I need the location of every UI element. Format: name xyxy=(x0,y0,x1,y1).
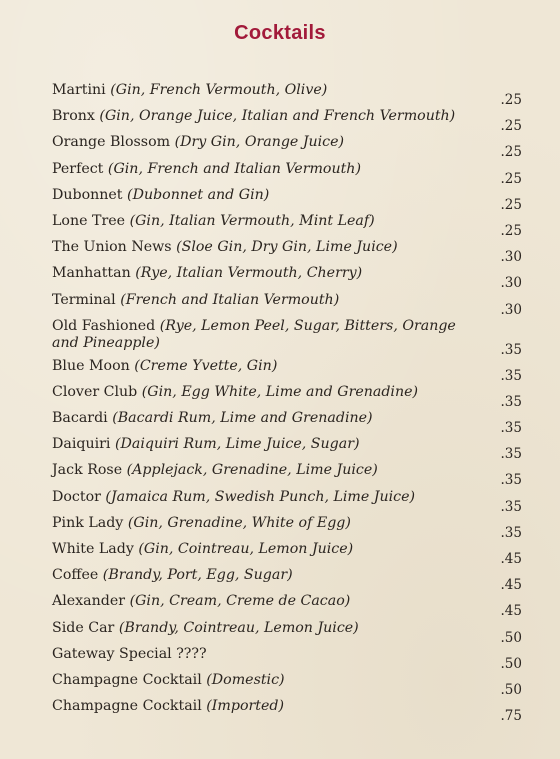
cocktail-name: Bacardi xyxy=(52,410,108,427)
cocktail-ingredients: (Bacardi Rum, Lime and Grenadine) xyxy=(112,410,373,427)
item-text xyxy=(52,161,472,178)
list-item xyxy=(52,265,522,291)
cocktail-name: Perfect xyxy=(52,160,104,177)
item-text xyxy=(52,567,472,584)
cocktail-name: The Union News xyxy=(52,239,172,256)
price: .25 xyxy=(500,144,522,161)
price: .35 xyxy=(500,524,522,541)
item-text xyxy=(52,489,472,506)
cocktail-name: White Lady xyxy=(52,541,134,557)
cocktail-name: Old Fashioned xyxy=(52,317,156,334)
list-item xyxy=(52,239,522,265)
price: .35 xyxy=(500,420,522,437)
price: .25 xyxy=(500,170,522,187)
item-text xyxy=(52,672,472,689)
price: .35 xyxy=(500,498,522,515)
cocktail-ingredients: (Gin, Egg White, Lime and Grenadine) xyxy=(141,383,419,400)
list-item xyxy=(52,672,522,698)
cocktail-ingredients: (Gin, French Vermouth, Olive) xyxy=(110,82,328,98)
cocktail-name: Gateway Special ???? xyxy=(52,645,207,662)
cocktail-ingredients: (Gin, Cream, Creme de Cacao) xyxy=(129,593,351,610)
list-item xyxy=(52,292,522,318)
price: .35 xyxy=(500,341,522,358)
cocktail-ingredients: (Daiquiri Rum, Lime Juice, Sugar) xyxy=(114,436,360,453)
cocktail-ingredients: (Applejack, Grenadine, Lime Juice) xyxy=(126,462,378,479)
list-item xyxy=(52,161,522,187)
cocktail-ingredients: (Brandy, Cointreau, Lemon Juice) xyxy=(118,619,359,636)
price: .25 xyxy=(500,118,522,135)
item-text xyxy=(52,384,472,401)
cocktail-name: Coffee xyxy=(52,567,99,584)
list-item xyxy=(52,108,522,134)
cocktail-ingredients: (Gin, French and Italian Vermouth) xyxy=(107,160,361,177)
list-item xyxy=(52,462,522,488)
cocktail-name: Pink Lady xyxy=(52,514,124,531)
cocktail-ingredients: (Jamaica Rum, Swedish Punch, Lime Juice) xyxy=(105,488,416,505)
price: .25 xyxy=(500,222,522,239)
page-title: Cocktails xyxy=(234,22,326,44)
item-text xyxy=(52,541,472,558)
price: .50 xyxy=(500,681,522,698)
item-text xyxy=(52,187,472,204)
list-item xyxy=(52,318,522,358)
item-text xyxy=(52,410,472,427)
list-item xyxy=(52,134,522,160)
item-text xyxy=(52,358,472,375)
cocktail-ingredients: (Brandy, Port, Egg, Sugar) xyxy=(102,567,293,584)
price: .45 xyxy=(500,603,522,620)
list-item xyxy=(52,567,522,593)
price: .45 xyxy=(500,551,522,567)
price: .35 xyxy=(500,393,522,410)
item-text xyxy=(52,646,472,663)
cocktail-name: Orange Blossom xyxy=(52,134,171,151)
price: .50 xyxy=(500,655,522,672)
cocktail-ingredients: (Sloe Gin, Dry Gin, Lime Juice) xyxy=(176,239,398,256)
price: .45 xyxy=(500,577,522,594)
price: .30 xyxy=(500,275,522,292)
item-text xyxy=(52,265,472,282)
price: .30 xyxy=(500,249,522,266)
price: .30 xyxy=(500,301,522,318)
cocktail-name: Terminal xyxy=(52,291,116,308)
item-text xyxy=(52,213,472,230)
cocktail-ingredients: (Gin, Orange Juice, Italian and French Vermouth) xyxy=(99,108,456,125)
cocktail-ingredients: (Creme Yvette, Gin) xyxy=(134,357,278,374)
item-text xyxy=(52,318,472,352)
cocktail-name: Clover Club xyxy=(52,383,138,400)
cocktail-name: Side Car xyxy=(52,619,115,636)
list-item xyxy=(52,620,522,646)
list-item xyxy=(52,436,522,462)
cocktail-name: Doctor xyxy=(52,488,101,505)
item-text xyxy=(52,515,472,532)
cocktail-name: Dubonnet xyxy=(52,186,123,203)
list-item xyxy=(52,384,522,410)
list-item xyxy=(52,698,522,724)
list-item xyxy=(52,541,522,567)
cocktail-name: Alexander xyxy=(52,593,126,610)
item-text xyxy=(52,108,472,125)
item-text xyxy=(52,134,472,151)
price: .25 xyxy=(500,92,522,108)
cocktail-ingredients: (Rye, Italian Vermouth, Cherry) xyxy=(135,265,363,282)
price: .35 xyxy=(500,446,522,463)
list-item xyxy=(52,410,522,436)
cocktail-ingredients: (Imported) xyxy=(206,698,284,715)
cocktail-ingredients: (Domestic) xyxy=(206,671,285,688)
cocktail-name: Daiquiri xyxy=(52,436,111,453)
cocktail-name: Champagne Cocktail xyxy=(52,698,202,715)
cocktail-ingredients: (Gin, Grenadine, White of Egg) xyxy=(127,514,351,531)
cocktail-ingredients: (Rye, Lemon Peel, Sugar, Bitters, Orange and Pineapple) xyxy=(52,317,456,351)
cocktail-ingredients: (Dry Gin, Orange Juice) xyxy=(174,134,345,151)
item-text xyxy=(52,620,472,637)
price: .35 xyxy=(500,472,522,489)
item-text xyxy=(52,593,472,610)
price: .75 xyxy=(500,708,522,725)
list-item xyxy=(52,82,522,108)
cocktail-name: Martini xyxy=(52,82,106,98)
cocktail-name: Lone Tree xyxy=(52,212,126,229)
item-text xyxy=(52,698,472,715)
item-text xyxy=(52,239,472,256)
cocktail-ingredients: (Gin, Italian Vermouth, Mint Leaf) xyxy=(129,212,375,229)
list-item xyxy=(52,213,522,239)
cocktail-name: Jack Rose xyxy=(52,462,123,479)
cocktail-ingredients: (Dubonnet and Gin) xyxy=(127,186,270,203)
list-item xyxy=(52,646,522,672)
item-text xyxy=(52,462,472,479)
cocktail-name: Champagne Cocktail xyxy=(52,671,202,688)
cocktail-list xyxy=(52,82,522,724)
price: .25 xyxy=(500,196,522,213)
list-item xyxy=(52,515,522,541)
item-text xyxy=(52,292,472,309)
cocktail-name: Manhattan xyxy=(52,265,131,282)
item-text xyxy=(52,82,472,99)
item-text xyxy=(52,436,472,453)
cocktail-name: Bronx xyxy=(52,108,95,125)
list-item xyxy=(52,593,522,619)
list-item xyxy=(52,358,522,384)
price: .50 xyxy=(500,629,522,646)
cocktail-ingredients: (French and Italian Vermouth) xyxy=(120,291,340,308)
cocktail-ingredients: (Gin, Cointreau, Lemon Juice) xyxy=(138,541,354,557)
list-item xyxy=(52,187,522,213)
price: .35 xyxy=(500,367,522,384)
list-item xyxy=(52,489,522,515)
cocktail-name: Blue Moon xyxy=(52,357,130,374)
